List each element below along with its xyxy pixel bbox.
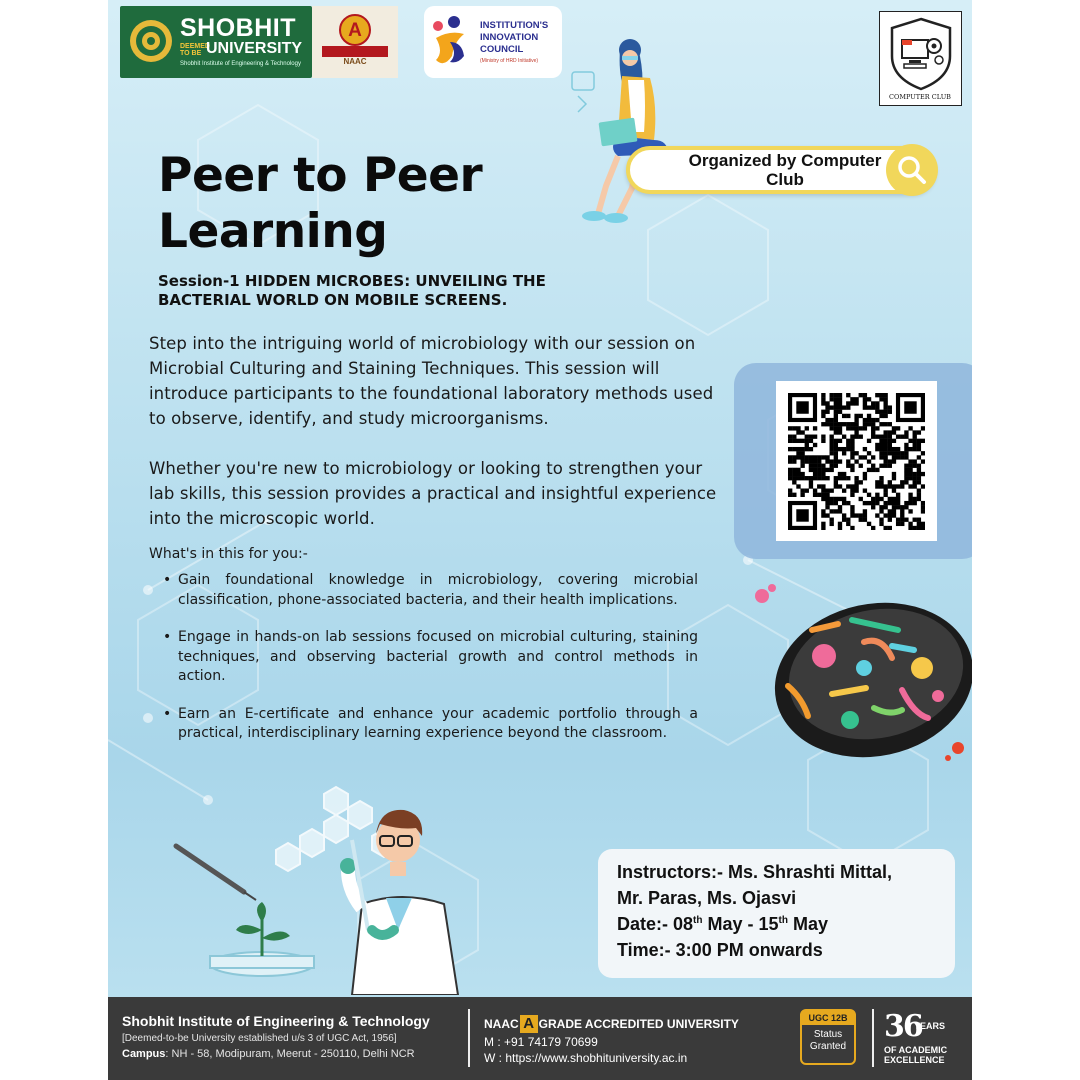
naac-grade-box: A — [520, 1015, 538, 1033]
naac-label: NAAC — [343, 57, 367, 66]
university-emblem-icon — [128, 18, 174, 64]
qr-code-icon — [788, 393, 925, 530]
ugc-line1: Status — [813, 1029, 843, 1040]
shobhit-university-logo — [120, 6, 312, 78]
benefits-heading: What's in this for you:- — [149, 546, 308, 562]
ugc-line2: Granted — [809, 1041, 847, 1052]
ugc-title: UGC 12B — [802, 1011, 854, 1025]
date-sup1: th — [693, 915, 703, 926]
years-excellence: OF ACADEMIC EXCELLENCE — [884, 1045, 948, 1065]
event-date — [617, 911, 955, 937]
date-suffix: May — [787, 914, 829, 934]
footer-mobile[interactable]: M : +91 74179 70699 — [484, 1035, 598, 1049]
years-number: 36 — [884, 1009, 922, 1044]
date-mid: May - 15 — [702, 914, 779, 934]
footer-divider — [468, 1009, 470, 1067]
intro-paragraph: Step into the intriguing world of microbiology with our session on Microbial Culturing and Staining Techniques. This session will introduce participants to the foundational laboratory methods used to observe, identify, and study microorganisms. — [149, 334, 714, 428]
iic-title: INSTITUTION'S INNOVATION COUNCIL — [480, 20, 549, 55]
naac-suffix: GRADE ACCREDITED UNIVERSITY — [538, 1017, 739, 1031]
list-item-text: Earn an E-certificate and enhance your academic portfolio through a practical, interdisciplinary learning experience beyond the classroom. — [178, 705, 698, 741]
search-icon — [886, 144, 938, 196]
naac-prefix: NAAC — [484, 1017, 519, 1031]
event-poster — [108, 0, 972, 1080]
academic-years-badge — [884, 1011, 964, 1067]
list-item — [163, 571, 698, 610]
bullet-icon: • — [163, 572, 172, 588]
footer-naac — [484, 1015, 739, 1033]
naac-ribbon — [322, 46, 388, 57]
logo-tagline: Shobhit Institute of Engineering & Technology — [180, 61, 301, 67]
list-item — [163, 628, 698, 687]
naac-grade-badge: A — [339, 14, 371, 46]
computer-club-logo — [879, 11, 962, 106]
date-sup2: th — [778, 915, 788, 926]
list-item-text: Gain foundational knowledge in microbiology, covering microbial classification, phone-associated bacteria, and their health implications. — [178, 572, 698, 608]
organized-by-text: Organized by Computer Club — [688, 151, 882, 189]
footer-institute: Shobhit Institute of Engineering & Technology — [122, 1013, 430, 1029]
second-paragraph: Whether you're new to microbiology or looking to strengthen your lab skills, this session provides a practical and insightful experience into the microscopic world. — [149, 459, 717, 528]
instructors-line2: Mr. Paras, Ms. Ojasvi — [617, 888, 797, 908]
ugc-status-badge — [800, 1009, 856, 1065]
logo-brand-line2: UNIVERSITY — [206, 40, 303, 57]
registration-qr-code[interactable] — [776, 381, 937, 541]
footer-divider — [872, 1009, 874, 1067]
iic-subtitle: (Ministry of HRD Initiative) — [480, 58, 539, 64]
footer — [108, 997, 972, 1080]
campus-label: Campus — [122, 1048, 166, 1060]
date-prefix: Date:- 08 — [617, 914, 694, 934]
scientist-illustration — [172, 780, 492, 995]
years-word: YEARS — [914, 1021, 946, 1031]
campus-address: : NH - 58, Modipuram, Meerut - 250110, Delhi NCR — [165, 1048, 415, 1060]
instructors-line1: Instructors:- Ms. Shrashti Mittal, — [617, 862, 893, 882]
naac-logo — [312, 6, 398, 78]
benefits-list — [163, 571, 698, 762]
logo-deemed: DEEMED TO BE — [180, 43, 210, 57]
bullet-icon: • — [163, 705, 172, 722]
event-info-card — [598, 849, 955, 978]
footer-campus — [122, 1048, 415, 1060]
bullet-icon: • — [163, 629, 172, 645]
session-title: Session-1 HIDDEN MICROBES: UNVEILING THE BACTERIAL WORLD ON MOBILE SCREENS. — [158, 272, 546, 309]
petri-dish-illustration — [742, 580, 972, 770]
club-label: COMPUTER CLUB — [889, 93, 951, 101]
iic-mark-icon — [430, 12, 470, 72]
page-title: Peer to Peer Learning — [158, 148, 483, 259]
iic-logo — [424, 6, 562, 78]
logo-brand-line1: SHOBHIT — [180, 14, 296, 42]
organized-by-banner — [626, 146, 936, 194]
shield-computer-icon — [886, 16, 956, 92]
footer-deemed: [Deemed-to-be University established u/s 3 of UGC Act, 1956] — [122, 1033, 397, 1044]
footer-website[interactable]: W : https://www.shobhituniversity.ac.in — [484, 1051, 688, 1065]
event-time: Time:- 3:00 PM onwards — [617, 940, 823, 960]
list-item — [163, 705, 698, 744]
list-item-text: Engage in hands-on lab sessions focused on microbial culturing, staining techniques, and observing bacterial growth and control methods in action. — [178, 629, 698, 684]
